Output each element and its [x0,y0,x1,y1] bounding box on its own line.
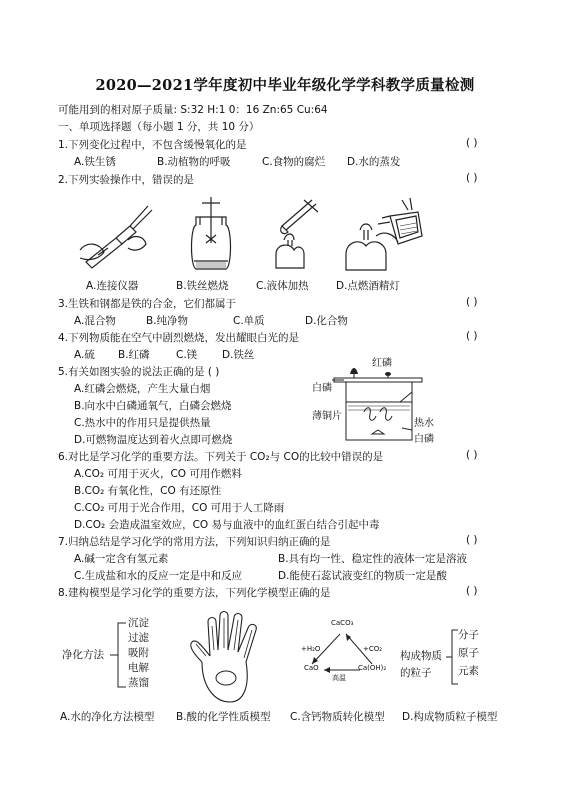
q7-option-c[interactable]: C.生成盐和水的反应一定是中和反应 [74,570,243,582]
acid-properties-hand-diagram [184,610,274,706]
q8-option-a[interactable]: A.水的净化方法模型 [60,711,155,723]
red-phosphorus-label: 红磷 [372,358,392,369]
q7-stem: 7.归纳总结是学习化学的常用方法，下列知识归纳正确的是 [58,536,331,548]
section-heading: 一、单项选择题（每小题 1 分，共 10 分） [58,121,260,133]
particle-atom: 原子 [458,647,479,659]
q6-stem: 6.对比是学习化学的重要方法。下列关于 CO₂与 CO的比较中错误的是 [58,451,384,463]
q1-option-b[interactable]: B.动植物的呼吸 [157,156,231,168]
liquid-heating-image [264,196,324,272]
q1-stem: 1.下列变化过程中，不包含缓慢氧化的是 [58,139,247,151]
q4-option-d[interactable]: D.铁丝 [222,349,255,361]
q7-answer-blank[interactable]: ( ) [466,534,478,546]
q8-answer-blank[interactable]: ( ) [466,585,478,597]
q8-option-d[interactable]: D.构成物质粒子模型 [402,711,498,723]
cao-label: CaO [304,664,319,672]
purify-method-3: 吸附 [128,647,149,659]
particle-label-line1: 构成物质 [400,650,442,662]
q7-option-d[interactable]: D.能使石蕊试液变红的物质一定是酸 [278,570,447,582]
q1-answer-blank[interactable]: ( ) [466,137,478,149]
q5-stem: 5.有关如图实验的说法正确的是 ( ) [58,366,220,378]
q4-option-c[interactable]: C.镁 [176,349,198,361]
q5-option-b[interactable]: B.向水中白磷通氧气，白磷会燃烧 [74,400,232,412]
q6-option-c[interactable]: C.CO₂ 可用于光合作用，CO 可用于人工降雨 [74,502,285,514]
q2-option-d[interactable]: D.点燃酒精灯 [336,280,400,292]
q5-option-d[interactable]: D.可燃物温度达到着火点即可燃烧 [74,434,233,446]
q1-option-c[interactable]: C.食物的腐烂 [262,156,326,168]
purify-method-2: 过滤 [128,632,149,644]
particle-molecule: 分子 [458,629,479,641]
q3-stem: 3.生铁和钢都是铁的合金，它们都属于 [58,298,237,310]
q3-answer-blank[interactable]: ( ) [466,296,478,308]
purify-method-1: 沉淀 [128,617,149,629]
particle-element: 元素 [458,665,479,677]
q8-option-b[interactable]: B.酸的化学性质模型 [176,711,271,723]
q8-stem: 8.建构模型是学习化学的重要方法，下列化学模型正确的是 [58,587,331,599]
q5-option-c[interactable]: C.热水中的作用只是提供热量 [74,417,211,429]
white-phosphorus-bottom-label: 白磷 [414,434,434,445]
q3-option-c[interactable]: C.单质 [233,315,265,327]
purify-bracket [106,615,130,695]
q4-stem: 4.下列物质能在空气中剧烈燃烧，发出耀眼白光的是 [58,332,300,344]
white-phosphorus-top-label: 白磷 [312,383,332,394]
q1-option-d[interactable]: D.水的蒸发 [347,156,401,168]
q6-option-b[interactable]: B.CO₂ 有氧化性，CO 有还原性 [74,485,222,497]
q6-option-a[interactable]: A.CO₂ 可用于灭火，CO 可用作燃料 [74,468,242,480]
hot-water-label: 热水 [414,418,434,429]
q3-option-a[interactable]: A.混合物 [74,315,116,327]
copper-sheet-label: 薄铜片 [312,411,342,422]
q2-option-b[interactable]: B.铁丝燃烧 [176,280,229,292]
purify-methods-label: 净化方法 [62,649,104,661]
q4-option-a[interactable]: A.硫 [74,349,95,361]
particle-label-line2: 的粒子 [400,667,432,679]
q6-answer-blank[interactable]: ( ) [466,449,478,461]
q7-option-b[interactable]: B.具有均一性、稳定性的液体一定是溶液 [278,553,468,565]
q4-option-b[interactable]: B.红磷 [118,349,150,361]
alcohol-lamp-lighting-image [342,196,424,274]
q2-answer-blank[interactable]: ( ) [466,172,478,184]
q5-option-a[interactable]: A.红磷会燃烧，产生大量白烟 [74,383,211,395]
q8-option-c[interactable]: C.含钙物质转化模型 [290,711,385,723]
plus-co2-label: +CO₂ [363,645,383,653]
connect-apparatus-image [78,200,158,270]
q6-option-d[interactable]: D.CO₂ 会造成温室效应，CO 易与血液中的血红蛋白结合引起中毒 [74,519,380,531]
caoh2-label: Ca(OH)₂ [358,664,387,672]
exam-title: 2020—2021学年度初中毕业年级化学学科教学质量检测 [95,77,475,94]
q7-option-a[interactable]: A.碱一定含有氢元素 [74,553,169,565]
q3-option-b[interactable]: B.纯净物 [146,315,189,327]
iron-wire-burning-image [186,195,236,273]
q1-option-a[interactable]: A.铁生锈 [74,156,116,168]
q2-option-a[interactable]: A.连接仪器 [86,280,139,292]
purify-method-5: 蒸馏 [128,677,149,689]
plus-h2o-label: +H₂O [301,645,321,653]
high-temp-label: 高温 [332,674,346,682]
q2-option-c[interactable]: C.液体加热 [256,280,309,292]
purify-method-4: 电解 [128,662,149,674]
q2-stem: 2.下列实验操作中，错误的是 [58,174,195,186]
q3-option-d[interactable]: D.化合物 [305,315,348,327]
caco3-label: CaCO₃ [331,619,354,627]
atomic-mass-note: 可能用到的相对原子质量: S:32 H:1 0：16 Zn:65 Cu:64 [58,104,328,116]
q4-answer-blank[interactable]: ( ) [466,330,478,342]
